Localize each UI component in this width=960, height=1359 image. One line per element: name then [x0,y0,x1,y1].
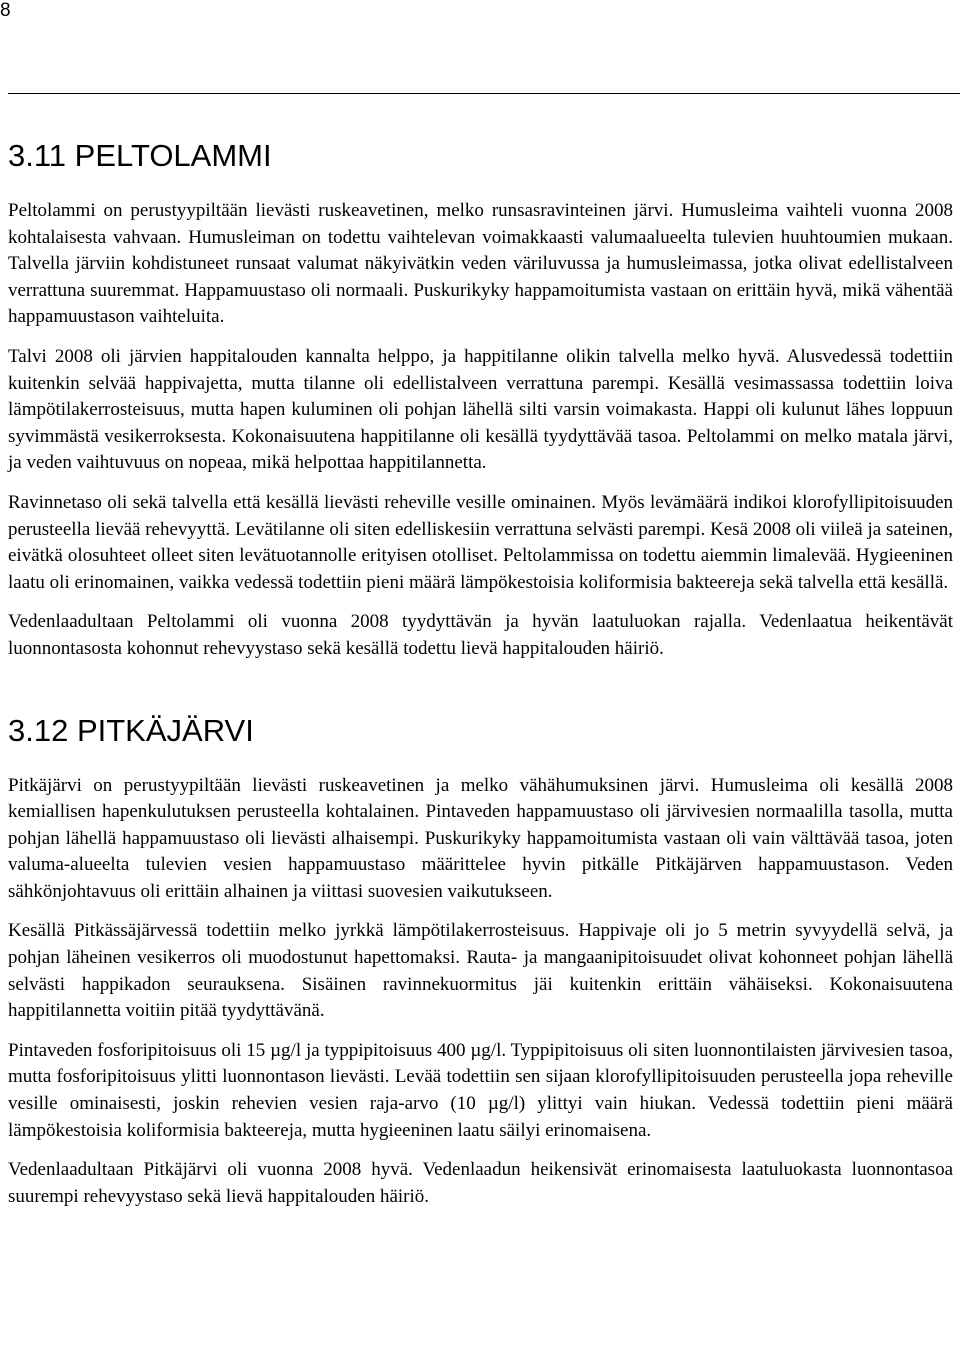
paragraph: Kesällä Pitkässäjärvessä todettiin melko jyrkkä lämpötilakerrosteisuus. Happivaje oli jo 5 metrin syvyydellä selvä, ja pohjan läheinen vesikerros oli muodostunut hapettomaksi. Rauta- ja mangaanipitoisuudet olivat kohonneet pohjan lähellä selvästi happikadon seurauksena. Sisäinen ravinnekuormitus jäi kuitenkin erittäin vähäiseksi. Kokonaisuutena happitilannetta voitiin pitää tyydyttävänä. [8,920,953,1022]
paragraph: Vedenlaadultaan Peltolammi oli vuonna 2008 tyydyttävän ja hyvän laatuluokan rajalla. Vedenlaatua heikentävät luonnontasosta kohonnut rehevyystaso sekä kesällä todettu lievä happitalouden häiriö. [8,611,953,659]
paragraph: Pitkäjärvi on perustyypiltään lievästi ruskeavetinen ja melko vähähumuksinen järvi. Humusleima oli kesällä 2008 kemiallisen hapenkulutuksen perusteella kohtalainen. Pintaveden happamuustaso oli järvivesien normaalilla tasolla, mutta pohjan lähellä happamuustaso oli lievästi alhaisempi. Puskurikyky happamoitumista vastaan oli vain välttävää tasoa, joten valuma-alueelta tulevien vesien happamuustaso määrittelee hyvin pitkälle Pitkäjärven happamuustason. Veden sähkönjohtavuus oli erittäin alhainen ja viittasi suovesien vaikutukseen. [8,774,953,902]
paragraph: Ravinnetaso oli sekä talvella että kesällä lievästi reheville vesille ominainen. Myös levämäärä indikoi klorofyllipitoisuuden perusteella lievää rehevyyttä. Levätilanne oli siten edelliskesiin verrattuna selvästi parempi. Kesä 2008 oli viileä ja sateinen, eivätkä olosuhteet olleet siten levätuotannolle erityisen otolliset. Peltolammissa on todettu aiemmin limalevää. Hygieeninen laatu oli erinomainen, vaikka vedessä todettiin pieni määrä lämpökestoisia koliformisia bakteereja sekä talvella että kesällä. [8,491,953,593]
section-title: 3.11 PELTOLAMMI [8,138,272,173]
section-peltolammi [8,136,953,663]
paragraph: Vedenlaadultaan Pitkäjärvi oli vuonna 2008 hyvä. Vedenlaadun heikensivät erinomaisesta laatuluokasta luonnontasoa suurempi rehevyystaso sekä lievä happitalouden häiriö. [8,1159,953,1207]
section-title: 3.12 PITKÄJÄRVI [8,712,254,748]
document-body [8,136,953,1223]
page-number: 8 [0,0,11,21]
paragraph: Peltolammi on perustyypiltään lievästi ruskeavetinen, melko runsasravinteinen järvi. Humusleima vaihteli vuonna 2008 kohtalaisesta vahvaan. Humusleiman on todettu vaihtelevan voimakkaasti valumaalueelta tulevien huuhtoumien mukaan. Talvella järviin kohdistuneet runsaat valumat näkyivätkin veden väriluvussa ja humusleimassa, jotka olivat edellistalveen verrattuna suuremmat. Happamuustaso oli normaali. Puskurikyky happamoitumista vastaan on erittäin hyvä, mikä vähentää happamuustason vaihteluita. [8,200,953,328]
paragraph: Talvi 2008 oli järvien happitalouden kannalta helppo, ja happitilanne olikin talvella melko hyvä. Alusvedessä todettiin kuitenkin selvää happivajetta, mutta tilanne oli edellistalveen verrattuna parempi. Kesällä vesimassassa todettiin loiva lämpötilakerrosteisuus, mutta hapen kuluminen oli pohjan lähellä silti varsin voimakasta. Happi oli kulunut lähes loppuun syvimmästä vesikerroksesta. Kokonaisuutena happitilanne oli kesällä tyydyttävää tasoa. Peltolammi on melko matala järvi, ja veden vaihtuvuus on nopeaa, mikä helpottaa happitilannetta. [8,345,953,474]
section-pitkajarvi [8,711,953,1211]
paragraph: Pintaveden fosforipitoisuus oli 15 µg/l ja typpipitoisuus 400 µg/l. Typpipitoisuus oli siten luonnontilaisten järvivesien tasoa, mutta fosforipitoisuus ylitti luonnontason lievästi. Levää todettiin sen sijaan klorofyllipitoisuuden perusteella jopa reheville vesille ominaisesti, joskin rehevien vesien raja-arvo (10 µg/l) ylittyi vain hiukan. Vedessä todettiin pieni määrä lämpökestoisia koliformisia bakteereja, mutta hygieeninen laatu säilyi erinomaisena. [8,1039,953,1141]
header-rule [8,93,960,94]
